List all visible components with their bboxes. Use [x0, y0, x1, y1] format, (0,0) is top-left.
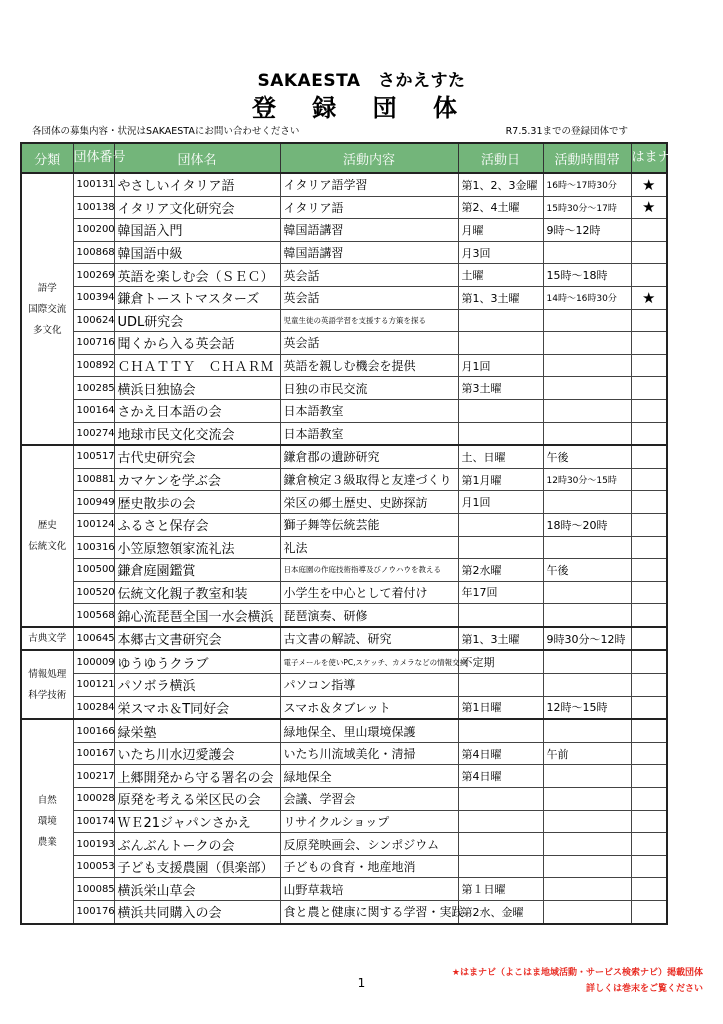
activity-cell: 子どもの食育・地産地消 — [280, 855, 458, 878]
group-id-cell: 100121 — [73, 674, 114, 697]
activity-time-cell: 午後 — [543, 445, 631, 468]
table-row — [21, 332, 667, 355]
group-id-cell: 100568 — [73, 604, 114, 627]
table-row — [21, 627, 667, 651]
group-id-cell: 100166 — [73, 719, 114, 742]
activity-cell: 小学生を中心として着付け — [280, 581, 458, 604]
activity-day-cell: 土曜 — [458, 264, 543, 287]
page-subtitle: 登 録 団 体 — [251, 94, 472, 122]
activity-cell: 日本語教室 — [280, 422, 458, 445]
group-id-cell: 100028 — [73, 788, 114, 811]
hamanavi-cell — [631, 559, 667, 582]
activity-time-cell — [543, 650, 631, 673]
group-id-cell: 100284 — [73, 696, 114, 719]
group-id-cell: 100316 — [73, 536, 114, 559]
activity-cell: 緑地保全 — [280, 765, 458, 788]
group-name-cell: 横浜栄山草会 — [114, 878, 280, 901]
group-id-cell: 100517 — [73, 445, 114, 468]
category-cell: 語学 国際交流 多文化 — [21, 173, 73, 445]
col-name: 団体名 — [114, 143, 280, 173]
page-title: SAKAESTA さかえすた — [257, 71, 466, 91]
group-id-cell: 100881 — [73, 468, 114, 491]
group-name-cell: 上郷開発から守る署名の会 — [114, 765, 280, 788]
table-row — [21, 696, 667, 719]
hamanavi-cell: ★ — [631, 286, 667, 309]
category-group — [21, 173, 667, 445]
group-name-cell: 韓国語中級 — [114, 241, 280, 264]
activity-day-cell — [458, 855, 543, 878]
table-row — [21, 309, 667, 332]
hamanavi-cell — [631, 513, 667, 536]
activity-time-cell — [543, 377, 631, 400]
activity-day-cell — [458, 604, 543, 627]
table-row — [21, 901, 667, 924]
activity-day-cell — [458, 810, 543, 833]
activity-day-cell: 第4日曜 — [458, 765, 543, 788]
activity-cell: 食と農と健康に関する学習・実践 — [280, 901, 458, 924]
activity-time-cell — [543, 901, 631, 924]
activity-cell: 鎌倉検定３級取得と友達づくり — [280, 468, 458, 491]
activity-cell: 日本語教室 — [280, 399, 458, 422]
table-row — [21, 219, 667, 242]
group-id-cell: 100200 — [73, 219, 114, 242]
group-id-cell: 100053 — [73, 855, 114, 878]
group-id-cell: 100167 — [73, 742, 114, 765]
group-name-cell: UDL研究会 — [114, 309, 280, 332]
table-row — [21, 719, 667, 742]
group-id-cell: 100645 — [73, 627, 114, 651]
activity-day-cell: 第3土曜 — [458, 377, 543, 400]
group-name-cell: 地球市民文化交流会 — [114, 422, 280, 445]
table-row — [21, 604, 667, 627]
activity-time-cell: 9時30分～12時 — [543, 627, 631, 651]
hamanavi-cell — [631, 309, 667, 332]
table-row — [21, 536, 667, 559]
activity-day-cell: 土、日曜 — [458, 445, 543, 468]
group-id-cell: 100174 — [73, 810, 114, 833]
group-id-cell: 100285 — [73, 377, 114, 400]
table-row — [21, 650, 667, 673]
col-time: 活動時間帯 — [543, 143, 631, 173]
activity-time-cell — [543, 581, 631, 604]
activity-time-cell — [543, 878, 631, 901]
hamanavi-cell — [631, 604, 667, 627]
activity-day-cell: 第1日曜 — [458, 696, 543, 719]
hamanavi-cell — [631, 627, 667, 651]
hamanavi-cell — [631, 788, 667, 811]
table-row — [21, 241, 667, 264]
table-row — [21, 491, 667, 514]
category-group — [21, 719, 667, 923]
activity-cell: 児童生徒の英語学習を支援する方策を探る — [280, 309, 458, 332]
activity-time-cell — [543, 399, 631, 422]
table-row — [21, 468, 667, 491]
activity-cell: イタリア語 — [280, 196, 458, 219]
group-id-cell: 100193 — [73, 833, 114, 856]
table-row — [21, 173, 667, 196]
activity-day-cell: 第2、4土曜 — [458, 196, 543, 219]
group-id-cell: 100138 — [73, 196, 114, 219]
col-id — [73, 143, 126, 173]
activity-time-cell: 12時～15時 — [543, 696, 631, 719]
activity-day-cell — [458, 513, 543, 536]
activity-time-cell: 15時30分～17時 — [543, 196, 631, 219]
table-row — [21, 674, 667, 697]
activity-day-cell: 第2水、金曜 — [458, 901, 543, 924]
group-name-cell: 原発を考える栄区民の会 — [114, 788, 280, 811]
category-cell: 歴史 伝統文化 — [21, 445, 73, 627]
hamanavi-cell — [631, 332, 667, 355]
hamanavi-cell — [631, 264, 667, 287]
group-name-cell: 鎌倉トーストマスターズ — [114, 286, 280, 309]
activity-day-cell — [458, 788, 543, 811]
group-id-cell: 100500 — [73, 559, 114, 582]
activity-time-cell — [543, 765, 631, 788]
category-cell: 情報処理 科学技術 — [21, 650, 73, 719]
category-group — [21, 627, 667, 651]
activity-day-cell: 第1月曜 — [458, 468, 543, 491]
col-id-label: 団体番号 — [73, 150, 126, 165]
activity-cell: いたち川流域美化・清掃 — [280, 742, 458, 765]
group-name-cell: 小笠原惣領家流礼法 — [114, 536, 280, 559]
activity-time-cell — [543, 810, 631, 833]
group-name-cell: 栄スマホ＆T同好会 — [114, 696, 280, 719]
activity-time-cell — [543, 309, 631, 332]
category-group — [21, 650, 667, 719]
activity-cell: 日本庭園の作庭技術指導及びノウハウを教える — [280, 559, 458, 582]
activity-day-cell: 第１日曜 — [458, 878, 543, 901]
activity-time-cell — [543, 332, 631, 355]
see-appendix-note: 詳しくは巻末をご覧ください — [585, 984, 703, 994]
table-row — [21, 399, 667, 422]
activity-cell: 琵琶演奏、研修 — [280, 604, 458, 627]
group-name-cell: 本郷古文書研究会 — [114, 627, 280, 651]
group-id-cell: 100624 — [73, 309, 114, 332]
group-name-cell: イタリア文化研究会 — [114, 196, 280, 219]
hamanavi-cell — [631, 219, 667, 242]
hamanavi-cell: ★ — [631, 173, 667, 196]
group-name-cell: 錦心流琵琶全国一水会横浜 — [114, 604, 280, 627]
activity-time-cell — [543, 674, 631, 697]
hamanavi-cell — [631, 399, 667, 422]
group-id-cell: 100868 — [73, 241, 114, 264]
group-name-cell: ぶんぶんトークの会 — [114, 833, 280, 856]
activity-time-cell — [543, 491, 631, 514]
group-name-cell: 歴史散歩の会 — [114, 491, 280, 514]
activity-time-cell — [543, 719, 631, 742]
activity-time-cell — [543, 422, 631, 445]
activity-cell: イタリア語学習 — [280, 173, 458, 196]
group-name-cell: 聞くから入る英会話 — [114, 332, 280, 355]
hamanavi-cell — [631, 719, 667, 742]
activity-cell: 英会話 — [280, 332, 458, 355]
hamanavi-cell — [631, 377, 667, 400]
activity-day-cell: 年17回 — [458, 581, 543, 604]
col-nav: はまナビ — [631, 143, 667, 173]
table-row — [21, 833, 667, 856]
inquiry-note: 各団体の募集内容・状況はSAKAESTAにお問い合わせください — [32, 126, 300, 137]
activity-cell: 韓国語講習 — [280, 219, 458, 242]
group-id-cell: 100217 — [73, 765, 114, 788]
activity-cell: 韓国語講習 — [280, 241, 458, 264]
page-number: 1 — [357, 976, 366, 990]
activity-cell: 電子メールを使いPC,スケッチ、カメラなどの情報交換 — [280, 650, 458, 673]
table-row — [21, 264, 667, 287]
activity-cell: 緑地保全、里山環境保護 — [280, 719, 458, 742]
group-id-cell: 100176 — [73, 901, 114, 924]
activity-time-cell — [543, 354, 631, 377]
col-category: 分類 — [21, 143, 73, 173]
activity-day-cell — [458, 674, 543, 697]
hamanavi-cell — [631, 810, 667, 833]
hamanavi-cell — [631, 241, 667, 264]
activity-time-cell: 9時～12時 — [543, 219, 631, 242]
group-id-cell: 100274 — [73, 422, 114, 445]
group-name-cell: ＣＨＡＴＴＹ ＣＨＡＲＭ — [114, 354, 280, 377]
group-name-cell: 韓国語入門 — [114, 219, 280, 242]
group-name-cell: 古代史研究会 — [114, 445, 280, 468]
hamanavi-cell — [631, 696, 667, 719]
activity-cell: リサイクルショップ — [280, 810, 458, 833]
activity-cell: 礼法 — [280, 536, 458, 559]
table-row — [21, 855, 667, 878]
hamanavi-cell — [631, 354, 667, 377]
activity-day-cell: 不定期 — [458, 650, 543, 673]
group-id-cell: 100164 — [73, 399, 114, 422]
group-id-cell: 100131 — [73, 173, 114, 196]
activity-cell: 英会話 — [280, 286, 458, 309]
activity-day-cell — [458, 399, 543, 422]
table-row — [21, 810, 667, 833]
activity-time-cell — [543, 536, 631, 559]
activity-day-cell: 月1回 — [458, 491, 543, 514]
activity-cell: 日独の市民交流 — [280, 377, 458, 400]
table-row — [21, 422, 667, 445]
activity-time-cell: 15時～18時 — [543, 264, 631, 287]
activity-day-cell: 月3回 — [458, 241, 543, 264]
group-id-cell: 100009 — [73, 650, 114, 673]
activity-time-cell: 14時～16時30分 — [543, 286, 631, 309]
group-name-cell: パソボラ横浜 — [114, 674, 280, 697]
group-name-cell: さかえ日本語の会 — [114, 399, 280, 422]
table-row — [21, 445, 667, 468]
activity-day-cell: 第1、3土曜 — [458, 286, 543, 309]
hamanavi-cell — [631, 650, 667, 673]
group-name-cell: いたち川水辺愛護会 — [114, 742, 280, 765]
table-row — [21, 377, 667, 400]
group-name-cell: ゆうゆうクラブ — [114, 650, 280, 673]
activity-day-cell: 第1、2、3金曜 — [458, 173, 543, 196]
activity-time-cell: 午後 — [543, 559, 631, 582]
hamanavi-cell — [631, 468, 667, 491]
activity-time-cell — [543, 833, 631, 856]
activity-cell: 鎌倉郡の遺跡研究 — [280, 445, 458, 468]
table-row — [21, 765, 667, 788]
hamanavi-cell — [631, 855, 667, 878]
hamanavi-cell — [631, 422, 667, 445]
table-header-row — [21, 143, 667, 173]
activity-cell: 反原発映画会、シンポジウム — [280, 833, 458, 856]
activity-day-cell — [458, 719, 543, 742]
activity-day-cell — [458, 422, 543, 445]
category-group — [21, 445, 667, 627]
group-id-cell: 100269 — [73, 264, 114, 287]
table-row — [21, 559, 667, 582]
group-table — [20, 142, 684, 925]
activity-cell: 獅子舞等伝統芸能 — [280, 513, 458, 536]
activity-day-cell — [458, 536, 543, 559]
group-name-cell: ふるさと保存会 — [114, 513, 280, 536]
hamanavi-cell — [631, 833, 667, 856]
activity-cell: 古文書の解読、研究 — [280, 627, 458, 651]
activity-day-cell: 第4日曜 — [458, 742, 543, 765]
activity-cell: 会議、学習会 — [280, 788, 458, 811]
hamanavi-cell — [631, 445, 667, 468]
table-row — [21, 513, 667, 536]
activity-time-cell: 16時～17時30分 — [543, 173, 631, 196]
activity-time-cell — [543, 241, 631, 264]
hamanavi-cell — [631, 742, 667, 765]
group-name-cell: 鎌倉庭園鑑賞 — [114, 559, 280, 582]
activity-day-cell — [458, 309, 543, 332]
table-row — [21, 878, 667, 901]
table-row — [21, 354, 667, 377]
table-row — [21, 581, 667, 604]
activity-day-cell: 第2水曜 — [458, 559, 543, 582]
group-name-cell: 横浜共同購入の会 — [114, 901, 280, 924]
group-id-cell: 100124 — [73, 513, 114, 536]
activity-day-cell: 月曜 — [458, 219, 543, 242]
activity-time-cell: 12時30分～15時 — [543, 468, 631, 491]
hamanavi-cell — [631, 536, 667, 559]
activity-time-cell — [543, 855, 631, 878]
table-row — [21, 286, 667, 309]
hamanavi-cell — [631, 901, 667, 924]
hamanavi-cell — [631, 674, 667, 697]
col-day: 活動日 — [458, 143, 543, 173]
activity-cell: スマホ＆タブレット — [280, 696, 458, 719]
group-name-cell: 横浜日独協会 — [114, 377, 280, 400]
hamanavi-cell — [631, 581, 667, 604]
group-name-cell: 伝統文化親子教室和装 — [114, 581, 280, 604]
hamanavi-cell — [631, 878, 667, 901]
activity-time-cell: 18時～20時 — [543, 513, 631, 536]
group-name-cell: ＷＥ21ジャパンさかえ — [114, 810, 280, 833]
activity-day-cell: 第1、3土曜 — [458, 627, 543, 651]
activity-day-cell — [458, 332, 543, 355]
activity-cell: 英会話 — [280, 264, 458, 287]
activity-day-cell — [458, 833, 543, 856]
group-id-cell: 100085 — [73, 878, 114, 901]
group-name-cell: 英語を楽しむ会（ＳＥＣ） — [114, 264, 280, 287]
hamanavi-cell — [631, 491, 667, 514]
group-id-cell: 100892 — [73, 354, 114, 377]
hamanavi-cell: ★ — [631, 196, 667, 219]
col-activity: 活動内容 — [280, 143, 458, 173]
activity-cell: 英語を親しむ機会を提供 — [280, 354, 458, 377]
group-id-cell: 100716 — [73, 332, 114, 355]
activity-cell: パソコン指導 — [280, 674, 458, 697]
group-name-cell: 子ども支援農園（倶楽部） — [114, 855, 280, 878]
group-name-cell: 緑栄塾 — [114, 719, 280, 742]
hamanavi-cell — [631, 765, 667, 788]
table-row — [21, 742, 667, 765]
activity-time-cell — [543, 788, 631, 811]
category-cell: 古典文学 — [21, 627, 73, 651]
table-row — [21, 788, 667, 811]
date-note: R7.5.31までの登録団体です — [505, 126, 628, 137]
activity-cell: 栄区の郷土歴史、史跡探訪 — [280, 491, 458, 514]
group-name-cell: カマケンを学ぶ会 — [114, 468, 280, 491]
activity-time-cell: 午前 — [543, 742, 631, 765]
group-id-cell: 100394 — [73, 286, 114, 309]
group-id-cell: 100949 — [73, 491, 114, 514]
activity-cell: 山野草栽培 — [280, 878, 458, 901]
group-id-cell: 100520 — [73, 581, 114, 604]
group-name-cell: やさしいイタリア語 — [114, 173, 280, 196]
table-row — [21, 196, 667, 219]
category-cell: 自然 環境 農業 — [21, 719, 73, 923]
activity-time-cell — [543, 604, 631, 627]
hamanavi-note: ★はまナビ（よこはま地域活動・サービス検索ナビ）掲載団体 — [451, 968, 703, 978]
activity-day-cell: 月1回 — [458, 354, 543, 377]
